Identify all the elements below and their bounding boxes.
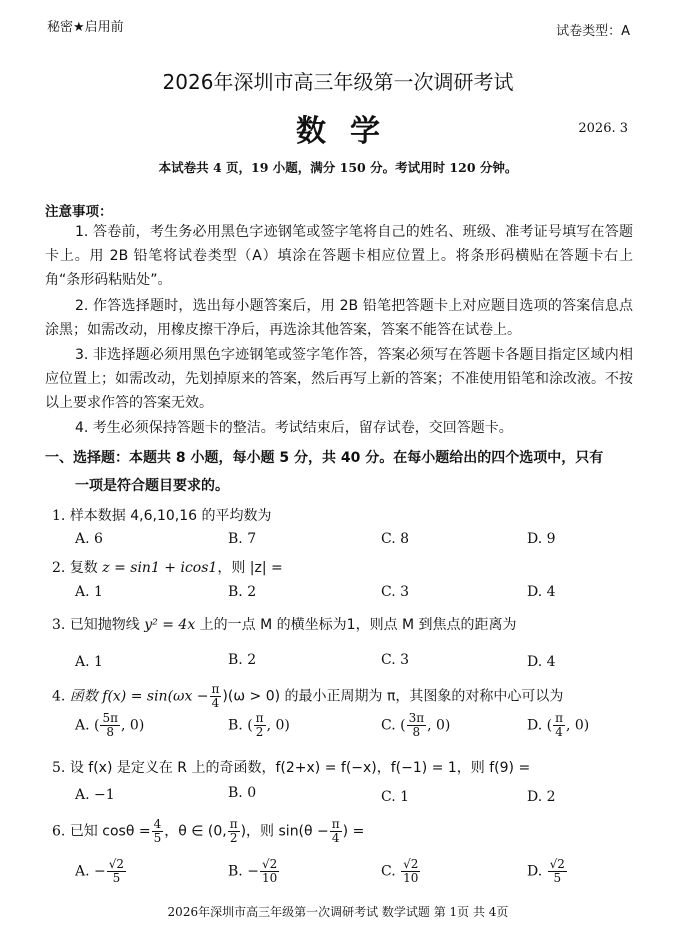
exam-title: 2026年深圳市高三年级第一次调研考试 [162,70,514,94]
option-suffix: , 0) [121,717,145,734]
fraction [100,712,120,739]
fraction-denominator: 4 [331,831,340,845]
question-stem-post: )(ω > 0) 的最小正周期为 π，其图象的对称中心可以为 [222,688,564,705]
fraction [210,683,222,710]
fraction [401,858,420,885]
fraction-numerator: 5π [102,711,119,725]
question-number: 2. [52,560,66,576]
section-heading-line1: 一、选择题：本题共 8 小题，每小题 5 分，共 40 分。在每小题给出的四个选项中，只有 [45,450,604,466]
option-sign: − [247,863,259,880]
q5-option-a[interactable]: A. −1 [75,787,115,803]
fraction-numerator: π [255,711,264,725]
option-label: B. [228,717,243,734]
fraction-denominator: 10 [261,871,278,885]
q1-option-c[interactable]: C. 8 [381,531,410,547]
option-suffix: , 0) [266,717,290,734]
q2-option-a[interactable]: A. 1 [75,584,103,600]
fraction-denominator: 2 [229,831,238,845]
option-label: B. [228,863,243,880]
q3-option-a[interactable]: A. 1 [75,654,103,670]
option-label: D. [527,717,543,734]
question-number: 1. [52,508,66,524]
question-number: 4. [52,688,66,705]
fraction [548,858,567,885]
question-number: 5. [52,760,66,776]
fraction [553,712,565,739]
fraction-numerator: √2 [261,857,278,871]
question-stem-mid: ，θ ∈ (0, [164,823,227,840]
q2-option-d[interactable]: D. 4 [527,584,556,600]
fraction-denominator: 5 [553,871,562,885]
q5-option-c[interactable]: C. 1 [381,789,410,805]
question-stem-post: 上的一点 M 的横坐标为1，则点 M 到焦点的距离为 [195,617,517,633]
q6-option-c[interactable] [381,858,421,885]
fraction-denominator: 8 [106,725,115,739]
q2-option-b[interactable]: B. 2 [228,584,257,600]
notice-item-4: 4. 考生必须保持答题卡的整洁。考试结束后，留存试卷，交回答题卡。 [75,420,513,436]
q4-option-c[interactable]: C. ( $\frac{3\pi}{8}$ , 0) [381,711,451,739]
question-5 [52,757,530,777]
q4-option-a[interactable]: A. ( $\frac{5\pi}{8}$ , 0) [75,711,145,739]
question-stem-math: y² = 4x [144,617,196,633]
question-stem: 样本数据 4,6,10,16 的平均数为 [69,508,272,524]
q6-option-b[interactable] [228,858,280,885]
fraction-denominator: 2 [255,725,264,739]
q6-option-a[interactable] [75,858,127,885]
notice-item-3: 3. 非选择题必须用黑色字迹钢笔或签字笔作答，答案必须写在答题卡各题目指定区域内相应位置上；如需改动，先划掉原来的答案，然后再写上新的答案；不准使用铅笔和涂改液。不按以上要求作答的答案无效。 [45,347,633,411]
question-6 [52,818,364,845]
option-label: A. [75,863,90,880]
fraction-denominator: 4 [555,725,563,739]
option-label: A. [75,717,90,734]
option-label: D. [527,863,543,880]
exam-summary: 本试卷共 4 页，19 小题，满分 150 分。考试用时 120 分钟。 [158,160,518,175]
fraction [260,858,279,885]
question-1 [52,505,272,525]
question-stem-mid2: )，则 sin(θ − [240,823,329,840]
question-number: 3. [52,617,66,633]
q3-option-b[interactable]: B. 2 [228,652,257,668]
notice-item-1: 1. 答卷前，考生务必用黑色字迹钢笔或签字笔将自己的姓名、班级、准考证号填写在答题卡上。用 2B 铅笔将试卷类型（A）填涂在答题卡相应位置上。将条形码横贴在答题卡右上角“条形码粘贴处”。 [45,224,633,288]
fraction-denominator: 5 [153,831,162,845]
q1-option-b[interactable]: B. 7 [228,531,257,547]
q3-option-c[interactable]: C. 3 [381,652,410,668]
option-suffix: , 0) [427,717,451,734]
option-label: C. [381,717,396,734]
q6-option-d[interactable] [527,858,568,885]
fraction-numerator: √2 [403,857,419,871]
q4-option-b[interactable]: B. ( $\frac{\pi}{2}$ , 0) [228,711,290,739]
question-stem-post: ，则 |z| = [217,560,283,576]
question-stem-pre: 函数 f(x) = sin(ωx − [69,688,209,705]
question-stem-post: ) = [342,823,365,840]
question-stem-pre: 已知抛物线 [69,617,145,633]
fraction [330,818,342,845]
question-3 [52,614,517,634]
fraction [228,818,240,845]
option-label: C. [381,863,396,880]
option-suffix: , 0) [566,717,590,734]
fraction-denominator: 5 [112,871,121,885]
fraction-numerator: 3π [408,711,425,725]
question-stem-pre: 已知 cosθ = [69,823,151,840]
fraction-numerator: π [555,711,563,725]
fraction-denominator: 8 [412,725,421,739]
exam-date: 2026. 3 [578,121,628,136]
page-footer: 2026年深圳市高三年级第一次调研考试 数学试题 第 1页 共 4页 [167,905,509,919]
fraction-denominator: 4 [211,696,220,710]
fraction-numerator: π [211,682,220,696]
question-2 [52,557,283,577]
subject-title: 数学 [296,114,404,149]
q4-option-d[interactable]: D. ( $\frac{\pi}{4}$ , 0) [527,711,590,739]
notice-item-2: 2. 作答选择题时，选出每小题答案后，用 2B 铅笔把答题卡上对应题目选项的答案信息点涂黑；如需改动，用橡皮擦干净后，再选涂其他答案，答案不能答在试卷上。 [45,298,633,338]
fraction-numerator: π [331,817,340,831]
q3-option-d[interactable]: D. 4 [527,654,556,670]
fraction-numerator: √2 [549,857,565,871]
q1-option-d[interactable]: D. 9 [527,531,556,547]
notice-heading: 注意事项： [45,204,113,220]
option-sign: − [94,863,106,880]
q5-option-b[interactable]: B. 0 [228,785,257,801]
question-4 [52,683,563,710]
q1-option-a[interactable]: A. 6 [75,531,103,547]
fraction [107,858,126,885]
paper-type-label: 试卷类型：A [556,24,630,39]
question-stem-pre: 复数 [69,560,103,576]
q2-option-c[interactable]: C. 3 [381,584,410,600]
fraction [254,712,266,739]
fraction-numerator: 4 [153,817,162,831]
fraction [152,818,164,845]
fraction-denominator: 10 [403,871,419,885]
section-heading [45,444,637,500]
question-stem-math: z = sin1 + icos1 [102,560,218,576]
fraction [407,712,427,739]
question-stem: 设 f(x) 是定义在 R 上的奇函数，f(2+x) = f(−x)，f(−1) = 1，则 f(9) = [69,760,531,776]
section-heading-line2: 一项是符合题目要求的。 [75,478,229,494]
question-number: 6. [52,823,66,840]
q5-option-d[interactable]: D. 2 [527,789,556,805]
fraction-numerator: √2 [108,857,125,871]
confidential-label: 秘密★启用前 [47,20,124,35]
fraction-numerator: π [229,817,238,831]
